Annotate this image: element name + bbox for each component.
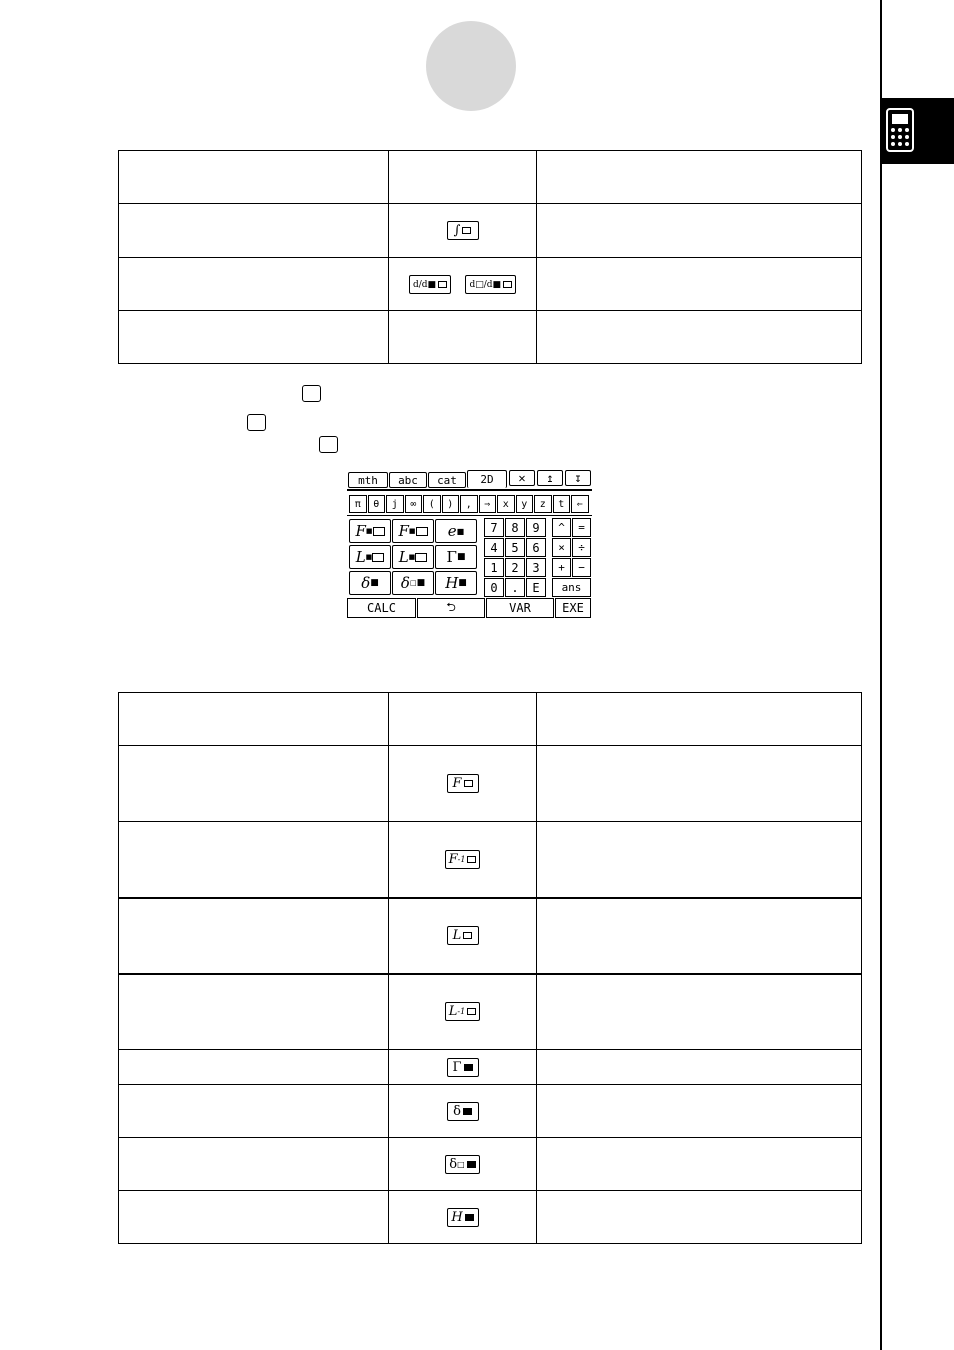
close-icon[interactable]: ✕ — [509, 470, 535, 486]
delta-key[interactable]: δ ■ — [349, 571, 391, 595]
chapter-tab — [882, 98, 954, 164]
table-row — [119, 1138, 862, 1191]
symbol-key[interactable]: y — [516, 495, 534, 513]
table-row — [119, 693, 862, 746]
soft-keyboard-2d — [347, 470, 592, 620]
number-key[interactable]: 3 — [526, 558, 546, 577]
inverse-fourier-transform-icon: F -1 — [445, 850, 481, 869]
nth-derivative-template-icon: d□/d■ — [465, 275, 516, 294]
table-row — [119, 746, 862, 822]
operator-key[interactable]: ^ — [552, 518, 571, 537]
laplace-transform-icon: L — [447, 926, 479, 945]
table-row — [119, 898, 862, 974]
table-row — [119, 974, 862, 1050]
inverse-laplace-key[interactable]: L ■ — [392, 545, 434, 569]
var-button[interactable]: VAR — [486, 598, 554, 618]
number-key[interactable]: 5 — [505, 538, 525, 557]
key-icon — [302, 385, 321, 402]
tab-mth[interactable]: mth — [348, 472, 388, 488]
inverse-laplace-transform-icon: L -1 — [445, 1002, 480, 1021]
tab-abc[interactable]: abc — [389, 472, 427, 488]
symbol-key[interactable]: π — [349, 495, 367, 513]
symbol-key[interactable]: , — [460, 495, 478, 513]
arrow-up-icon[interactable]: ↥ — [537, 470, 563, 486]
tab-cat[interactable]: cat — [428, 472, 466, 488]
symbol-key[interactable]: ⇐ — [571, 495, 589, 513]
key-icon — [247, 414, 266, 431]
symbol-key[interactable]: ) — [442, 495, 460, 513]
exe-button[interactable]: EXE — [555, 598, 591, 618]
symbol-key[interactable]: ∞ — [405, 495, 423, 513]
table-row — [119, 204, 862, 258]
fourier-transform-icon: F — [447, 774, 479, 793]
page-number-circle — [426, 21, 516, 111]
gamma-function-icon: Γ — [447, 1058, 479, 1077]
table-row — [119, 822, 862, 898]
number-key[interactable]: 8 — [505, 518, 525, 537]
operator-key[interactable]: ans — [552, 578, 591, 597]
number-key[interactable]: 6 — [526, 538, 546, 557]
symbol-key[interactable]: t — [553, 495, 571, 513]
number-key[interactable]: 2 — [505, 558, 525, 577]
integral-template-icon: ∫ — [447, 221, 479, 240]
number-key[interactable]: 7 — [484, 518, 504, 537]
number-key[interactable]: E — [526, 578, 546, 597]
number-key[interactable]: 0 — [484, 578, 504, 597]
heaviside-function-icon: H — [447, 1208, 479, 1227]
table-row — [119, 1050, 862, 1085]
symbol-key[interactable]: z — [534, 495, 552, 513]
symbol-key[interactable]: θ — [368, 495, 386, 513]
margin-rule — [880, 0, 882, 1350]
heaviside-key[interactable]: H ■ — [435, 571, 477, 595]
tab-2d[interactable]: 2D — [467, 470, 507, 488]
table-row — [119, 1085, 862, 1138]
delta-function-icon: δ — [447, 1102, 479, 1121]
number-key[interactable]: 4 — [484, 538, 504, 557]
table-row — [119, 1191, 862, 1244]
nth-delta-function-icon: δ □ — [445, 1155, 479, 1174]
template-table-top — [118, 150, 862, 364]
gamma-key[interactable]: Γ ■ — [435, 545, 477, 569]
fourier-key[interactable]: F ■ — [349, 519, 391, 543]
laplace-key[interactable]: L ■ — [349, 545, 391, 569]
number-key[interactable]: 1 — [484, 558, 504, 577]
number-key[interactable]: 9 — [526, 518, 546, 537]
operator-key[interactable]: × — [552, 538, 571, 557]
operator-key[interactable]: = — [572, 518, 591, 537]
template-table-bottom — [118, 692, 862, 1244]
operator-key[interactable]: ÷ — [572, 538, 591, 557]
table-row — [119, 258, 862, 311]
symbol-key[interactable]: ( — [423, 495, 441, 513]
symbol-key[interactable]: ⇒ — [479, 495, 497, 513]
nth-delta-key[interactable]: δ □ ■ — [392, 571, 434, 595]
calculator-icon — [886, 108, 914, 152]
arrow-down-icon[interactable]: ↧ — [565, 470, 591, 486]
number-key[interactable]: . — [505, 578, 525, 597]
exp-key[interactable]: e ■ — [435, 519, 477, 543]
operator-key[interactable]: − — [572, 558, 591, 577]
table-row — [119, 151, 862, 204]
operator-key[interactable]: + — [552, 558, 571, 577]
calc-button[interactable]: CALC — [347, 598, 416, 618]
symbol-key[interactable]: x — [497, 495, 515, 513]
inverse-fourier-key[interactable]: F ■ — [392, 519, 434, 543]
table-row — [119, 311, 862, 364]
back-button[interactable]: ⮌ — [417, 598, 485, 618]
symbol-key[interactable]: j — [386, 495, 404, 513]
derivative-template-icon: d/d■ — [409, 275, 451, 294]
key-icon — [319, 436, 338, 453]
